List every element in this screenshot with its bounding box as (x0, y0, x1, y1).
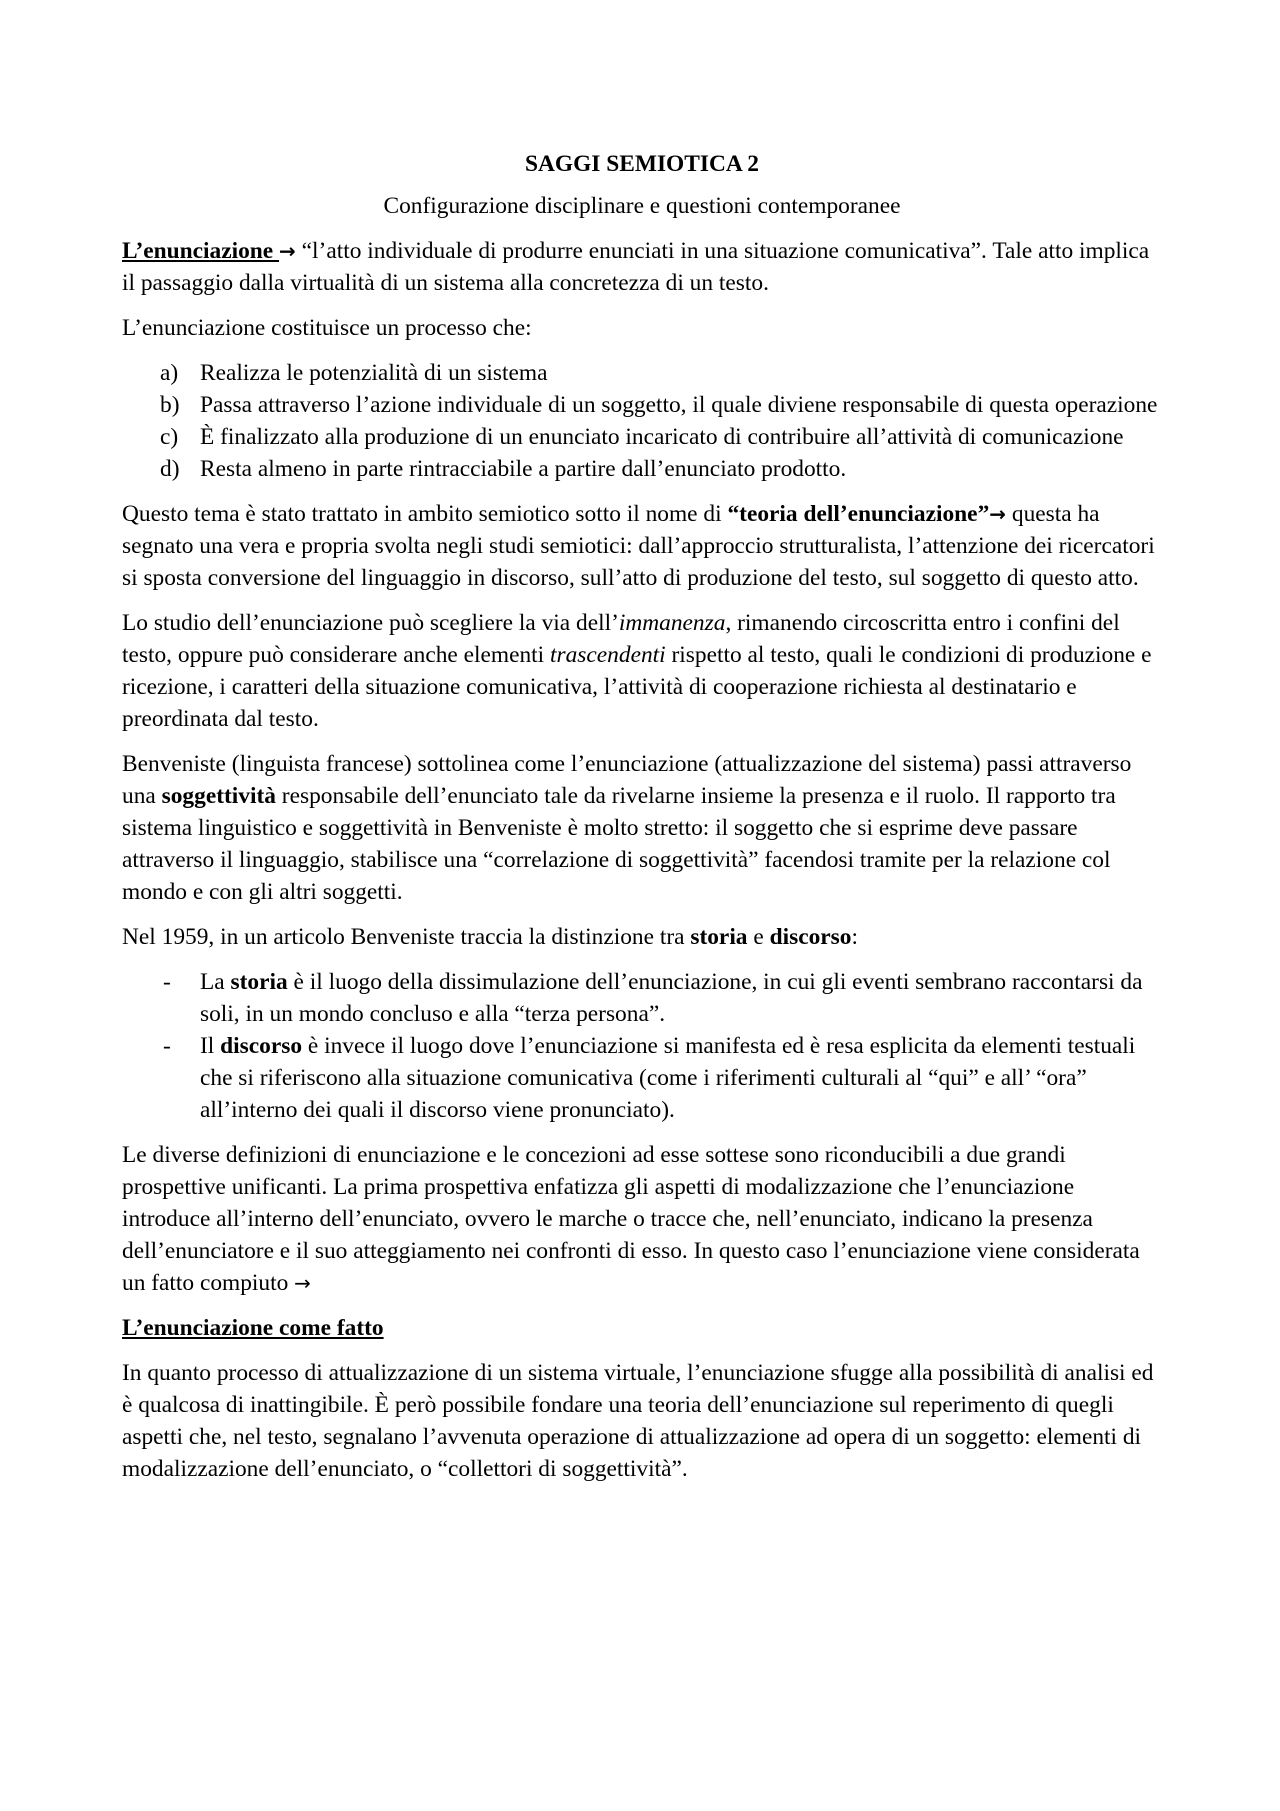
text-run: Benveniste (linguista francese) sottolinea come l’enunciazione (attualizzazione del sistema) passi attraverso una (122, 751, 1132, 809)
list-item-text: è il luogo della dissimulazione dell’enunciazione, in cui gli eventi sembrano raccontarsi da soli, in un mondo concluso e alla “terza persona”. (200, 969, 1143, 1027)
text-run: Le diverse definizioni di enunciazione e le concezioni ad esse sottese sono riconducibili a due grandi prospettive unificanti. La prima prospettiva enfatizza gli aspetti di modalizzazione che l’enunciazione introduce all’interno dell’enunciato, ovvero le marche o tracce che, nell’enunciato, indicano la presenza dell’enunciatore e il suo atteggiamento nei confronti di esso. In questo caso l’enunciazione viene considerata un fatto compiuto (122, 1142, 1140, 1296)
list-marker: a) (160, 360, 179, 386)
list-item (122, 389, 1162, 421)
list-marker: - (163, 969, 171, 995)
list-item (122, 1030, 1162, 1126)
list-marker: b) (160, 392, 180, 418)
text-run: Questo tema è stato trattato in ambito semiotico sotto il nome di (122, 501, 728, 527)
text-run: questa ha segnato una vera e propria svolta negli studi semiotici: dall’approccio strutturalista, l’attenzione dei ricercatori si sposta conversione del linguaggio in discorso, sull’atto di produzione del testo, sul soggetto di questo atto. (122, 501, 1155, 591)
document-title: SAGGI SEMIOTICA 2 (525, 151, 759, 177)
right-arrow-icon: → (279, 239, 296, 263)
heading-text: L’enunciazione come fatto (122, 1315, 384, 1341)
italic-term: trascendenti (550, 642, 666, 668)
italic-term: immanenza (618, 610, 726, 636)
list-marker: d) (160, 456, 180, 482)
paragraph-benveniste (122, 748, 1162, 908)
text-run: Il (200, 1033, 221, 1059)
list-marker: c) (160, 424, 179, 450)
paragraph-immanence (122, 607, 1162, 735)
definition-text: “l’atto individuale di produrre enunciati in una situazione comunicativa”. Tale atto implica il passaggio dalla virtualità di un sistema alla concretezza di un testo. (122, 238, 1150, 296)
process-list (122, 357, 1162, 485)
list-item (122, 453, 1162, 485)
list-item-text: Realizza le potenzialità di un sistema (200, 360, 548, 386)
bold-term: soggettività (161, 783, 276, 809)
paragraph-perspectives (122, 1139, 1162, 1299)
right-arrow-icon: → (989, 502, 1007, 526)
text-run: responsabile dell’enunciato tale da rivelarne insieme la presenza e il ruolo. Il rapporto tra sistema linguistico e soggettività in Benveniste è molto stretto: il soggetto che si esprime deve passare attraverso il linguaggio, stabilisce una “correlazione di soggettività” facendosi tramite per la relazione col mondo e con gli altri soggetti. (122, 783, 1116, 905)
list-item-text: Resta almeno in parte rintracciabile a partire dall’enunciato prodotto. (200, 456, 847, 482)
text-run: Nel 1959, in un articolo Benveniste traccia la distinzione tra (122, 924, 691, 950)
paragraph-definition (122, 235, 1162, 299)
text-run: : (851, 924, 858, 950)
list-item (122, 357, 1162, 389)
term-enunciazione: L’enunciazione (122, 238, 280, 264)
paragraph-process-intro: L’enunciazione costituisce un processo che: (122, 315, 532, 341)
text-run: e (747, 924, 770, 950)
bold-term: storia (690, 924, 748, 950)
list-item (122, 966, 1162, 1030)
paragraph-storia-discorso (122, 921, 1162, 953)
bold-term: discorso (769, 924, 852, 950)
bold-term: “teoria dell’enunciazione” (727, 501, 990, 527)
paragraph-fact: In quanto processo di attualizzazione di un sistema virtuale, l’enunciazione sfugge alla possibilità di analisi ed è qualcosa di inattingibile. È però possibile fondare una teoria dell’enunciazione sul reperimento di quegli aspetti che, nel testo, segnalano l’avvenuta operazione di attualizzazione ad opera di un soggetto: elementi di modalizzazione dell’enunciato, o “collettori di soggettività”. (122, 1360, 1154, 1482)
list-item-text: Passa attraverso l’azione individuale di un soggetto, il quale diviene responsabile di questa operazione (200, 392, 1158, 418)
list-item-text: è invece il luogo dove l’enunciazione si manifesta ed è resa esplicita da elementi testuali che si riferiscono alla situazione comunicativa (come i riferimenti culturali al “qui” e all’ “ora” all’interno dei quali il discorso viene pronunciato). (200, 1033, 1136, 1123)
text-run: La (200, 969, 231, 995)
list-marker: - (163, 1033, 171, 1059)
right-arrow-icon: → (294, 1271, 311, 1295)
section-heading (122, 1312, 1162, 1344)
bold-term: discorso (220, 1033, 303, 1059)
list-item-text: È finalizzato alla produzione di un enunciato incaricato di contribuire all’attività di comunicazione (200, 424, 1124, 450)
text-run: , rimanendo circoscritta entro i confini del testo, oppure può considerare anche elementi (122, 610, 1120, 668)
text-run: rispetto al testo, quali le condizioni di produzione e ricezione, i caratteri della situazione comunicativa, l’attività di cooperazione richiesta al destinatario e preordinata dal testo. (122, 642, 1152, 732)
list-item (122, 421, 1162, 453)
storia-discorso-list (122, 966, 1162, 1126)
text-run: Lo studio dell’enunciazione può scegliere la via dell’ (122, 610, 619, 636)
paragraph-theory (122, 498, 1162, 594)
document-subtitle: Configurazione disciplinare e questioni contemporanee (383, 193, 901, 219)
bold-term: storia (230, 969, 288, 995)
